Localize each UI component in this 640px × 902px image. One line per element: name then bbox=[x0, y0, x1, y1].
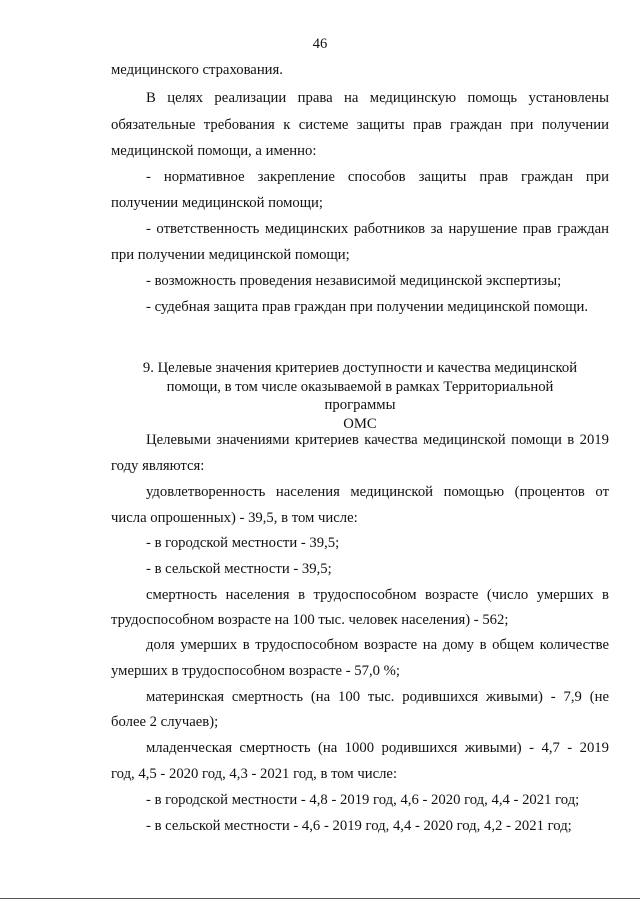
heading-line: помощи, в том числе оказываемой в рамках Территориальной программы bbox=[166, 378, 554, 413]
list-item: - нормативное закрепление способов защиты прав граждан при bbox=[146, 169, 609, 185]
text-line: доля умерших в трудоспособном возрасте на дому в общем количестве bbox=[146, 637, 609, 653]
heading-line: ОМС bbox=[343, 415, 377, 432]
list-item: - в городской местности - 39,5; bbox=[146, 535, 340, 551]
text-line: Целевыми значениями критериев качества медицинской помощи в 2019 bbox=[146, 432, 609, 448]
text-line: В целях реализации права на медицинскую помощь установлены bbox=[146, 90, 609, 106]
text-line: трудоспособном возрасте на 100 тыс. человек населения) - 562; bbox=[111, 612, 509, 628]
text-line: умерших в трудоспособном возрасте - 57,0 %; bbox=[111, 663, 400, 679]
text-line: более 2 случаев); bbox=[111, 714, 219, 730]
text-line: медицинского страхования. bbox=[111, 62, 283, 78]
list-item: - в сельской местности - 4,6 - 2019 год, 4,4 - 2020 год, 4,2 - 2021 год; bbox=[146, 818, 572, 834]
text-line: обязательные требования к системе защиты прав граждан при получении bbox=[111, 117, 609, 133]
section-heading bbox=[130, 359, 590, 433]
text-line: году являются: bbox=[111, 458, 205, 474]
page-bottom-rule bbox=[0, 898, 640, 899]
text-line: материнская смертность (на 100 тыс. родившихся живыми) - 7,9 (не bbox=[146, 689, 609, 705]
text-line: при получении медицинской помощи; bbox=[111, 247, 350, 263]
list-item: - судебная защита прав граждан при получении медицинской помощи. bbox=[146, 299, 589, 315]
text-line: младенческая смертность (на 1000 родившихся живыми) - 4,7 - 2019 bbox=[146, 740, 609, 756]
list-item: - в сельской местности - 39,5; bbox=[146, 561, 332, 577]
page-number: 46 bbox=[312, 36, 328, 52]
list-item: - ответственность медицинских работников за нарушение прав граждан bbox=[146, 221, 609, 237]
text-line: медицинской помощи, а именно: bbox=[111, 143, 317, 159]
text-line: смертность населения в трудоспособном возрасте (число умерших в bbox=[146, 587, 609, 603]
list-item: - возможность проведения независимой медицинской экспертизы; bbox=[146, 273, 562, 289]
text-line: год, 4,5 - 2020 год, 4,3 - 2021 год, в том числе: bbox=[111, 766, 398, 782]
heading-line: 9. Целевые значения критериев доступности и качества медицинской bbox=[142, 360, 578, 376]
text-line: удовлетворенность населения медицинской помощью (процентов от bbox=[146, 484, 609, 500]
list-item: - в городской местности - 4,8 - 2019 год, 4,6 - 2020 год, 4,4 - 2021 год; bbox=[146, 792, 580, 808]
text-line: получении медицинской помощи; bbox=[111, 195, 323, 211]
text-line: числа опрошенных) - 39,5, в том числе: bbox=[111, 510, 358, 526]
